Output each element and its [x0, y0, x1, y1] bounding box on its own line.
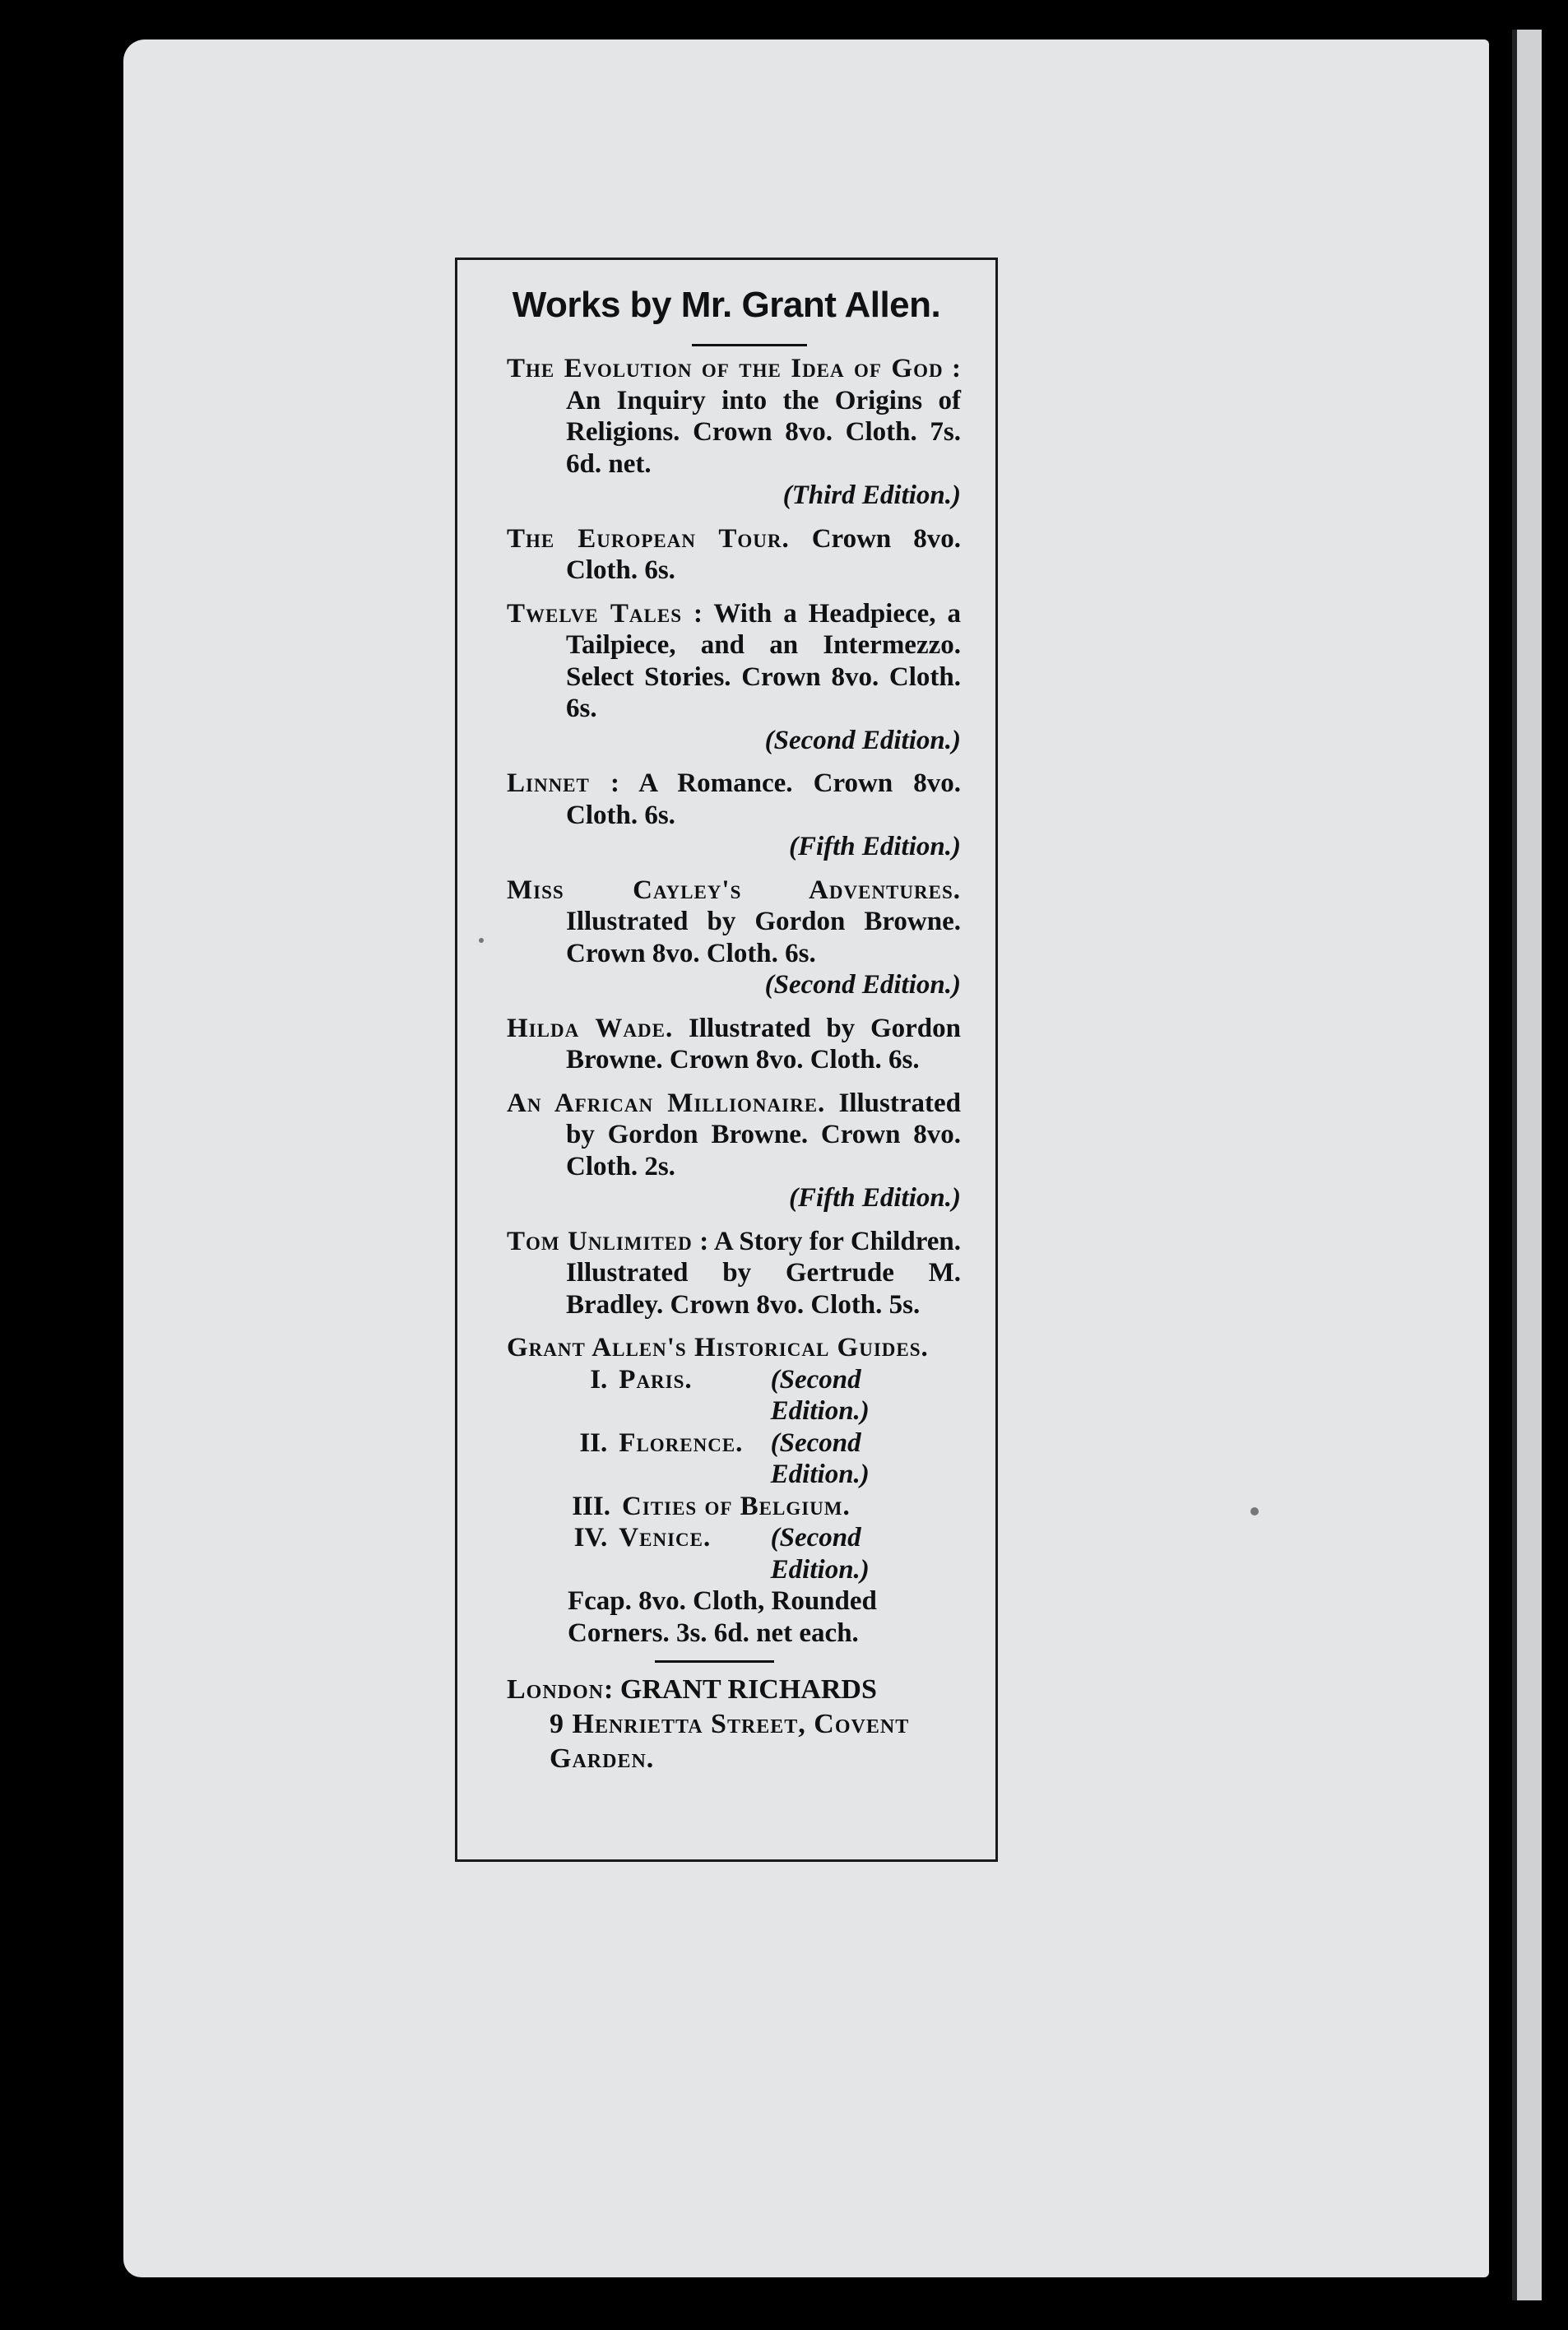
work-title: The European Tour. — [507, 523, 790, 554]
footer-rule — [655, 1660, 774, 1663]
work-title: Twelve Tales — [507, 598, 682, 629]
guide-item — [507, 1491, 961, 1523]
guide-number: IV. — [573, 1523, 608, 1553]
work-entry — [507, 1013, 961, 1076]
work-description: Illustrated by Gordon Browne. Crown 8vo. Cloth. 2s. — [566, 1088, 961, 1181]
imprint-city: London — [507, 1674, 605, 1705]
work-description: : A Romance. Crown 8vo. Cloth. 6s. — [566, 768, 962, 830]
guide-edition: (Second Edition.) — [770, 1364, 870, 1426]
work-title: An African Millionaire. — [507, 1088, 826, 1118]
paper-speck — [479, 938, 484, 943]
work-edition: (Second Edition.) — [764, 970, 961, 1000]
work-title: Miss Cayley's Adventures. — [507, 875, 961, 905]
page-edge — [1512, 30, 1542, 2300]
work-entry — [507, 598, 961, 757]
guide-edition: (Second Edition.) — [770, 1523, 870, 1585]
work-edition: (Third Edition.) — [782, 480, 961, 510]
work-edition: (Fifth Edition.) — [788, 1183, 961, 1213]
guide-item — [507, 1427, 961, 1491]
guide-name: Venice. — [619, 1523, 712, 1553]
work-title: Hilda Wade. — [507, 1013, 674, 1043]
guides-title: Grant Allen's Historical Guides. — [507, 1333, 929, 1362]
guides-list — [507, 1364, 961, 1586]
work-title: Tom Unlimited — [507, 1226, 693, 1256]
work-edition: (Second Edition.) — [764, 725, 961, 755]
work-edition: (Fifth Edition.) — [788, 832, 961, 861]
guides-note: Fcap. 8vo. Cloth, Rounded Corners. 3s. 6d. net each. — [568, 1586, 877, 1648]
work-entry — [507, 875, 961, 1001]
imprint-address: 9 Henrietta Street, Covent Garden. — [550, 1709, 910, 1774]
guide-item — [507, 1364, 961, 1427]
guide-number: I. — [590, 1364, 608, 1395]
work-description: Crown 8vo. Cloth. 6s. — [566, 523, 962, 585]
guide-name: Cities of Belgium. — [622, 1491, 851, 1521]
guide-name: Florence. — [619, 1427, 744, 1458]
guide-name: Paris. — [619, 1364, 693, 1395]
work-entry — [507, 768, 961, 863]
advertisement-heading: Works by Mr. Grant Allen. — [512, 285, 941, 325]
guide-number: II. — [579, 1427, 608, 1458]
publisher-imprint — [507, 1673, 961, 1776]
advertisement-box — [455, 258, 998, 1862]
work-description: : With a Headpiece, a Tailpiece, and an Intermezzo. Select Stories. Crown 8vo. Cloth. 6s. — [566, 598, 962, 723]
work-title: The Evolution of the Idea of God — [507, 354, 944, 383]
work-description: : A Story for Children. Illustrated by Gertrude M. Bradley. Crown 8vo. Cloth. 5s. — [566, 1226, 961, 1320]
heading-rule — [692, 344, 807, 346]
work-entry — [507, 523, 961, 587]
work-entry — [507, 1088, 961, 1214]
work-entry — [507, 353, 961, 512]
guide-number: III. — [572, 1491, 610, 1521]
guide-edition: (Second Edition.) — [770, 1427, 870, 1489]
works-list — [507, 353, 961, 1776]
guide-item — [507, 1522, 961, 1585]
work-description: : An Inquiry into the Origins of Religions. Crown 8vo. Cloth. 7s. 6d. net. — [566, 354, 961, 479]
work-entry — [507, 1226, 961, 1321]
work-title: Linnet — [507, 768, 590, 798]
paper-speck — [1250, 1507, 1259, 1515]
work-description: Illustrated by Gordon Browne. Crown 8vo. Cloth. 6s. — [566, 907, 961, 968]
guides-entry — [507, 1332, 961, 1649]
work-description: Illustrated by Gordon Browne. Crown 8vo. Cloth. 6s. — [566, 1013, 961, 1074]
imprint-publisher: : GRANT RICHARDS — [604, 1674, 877, 1705]
